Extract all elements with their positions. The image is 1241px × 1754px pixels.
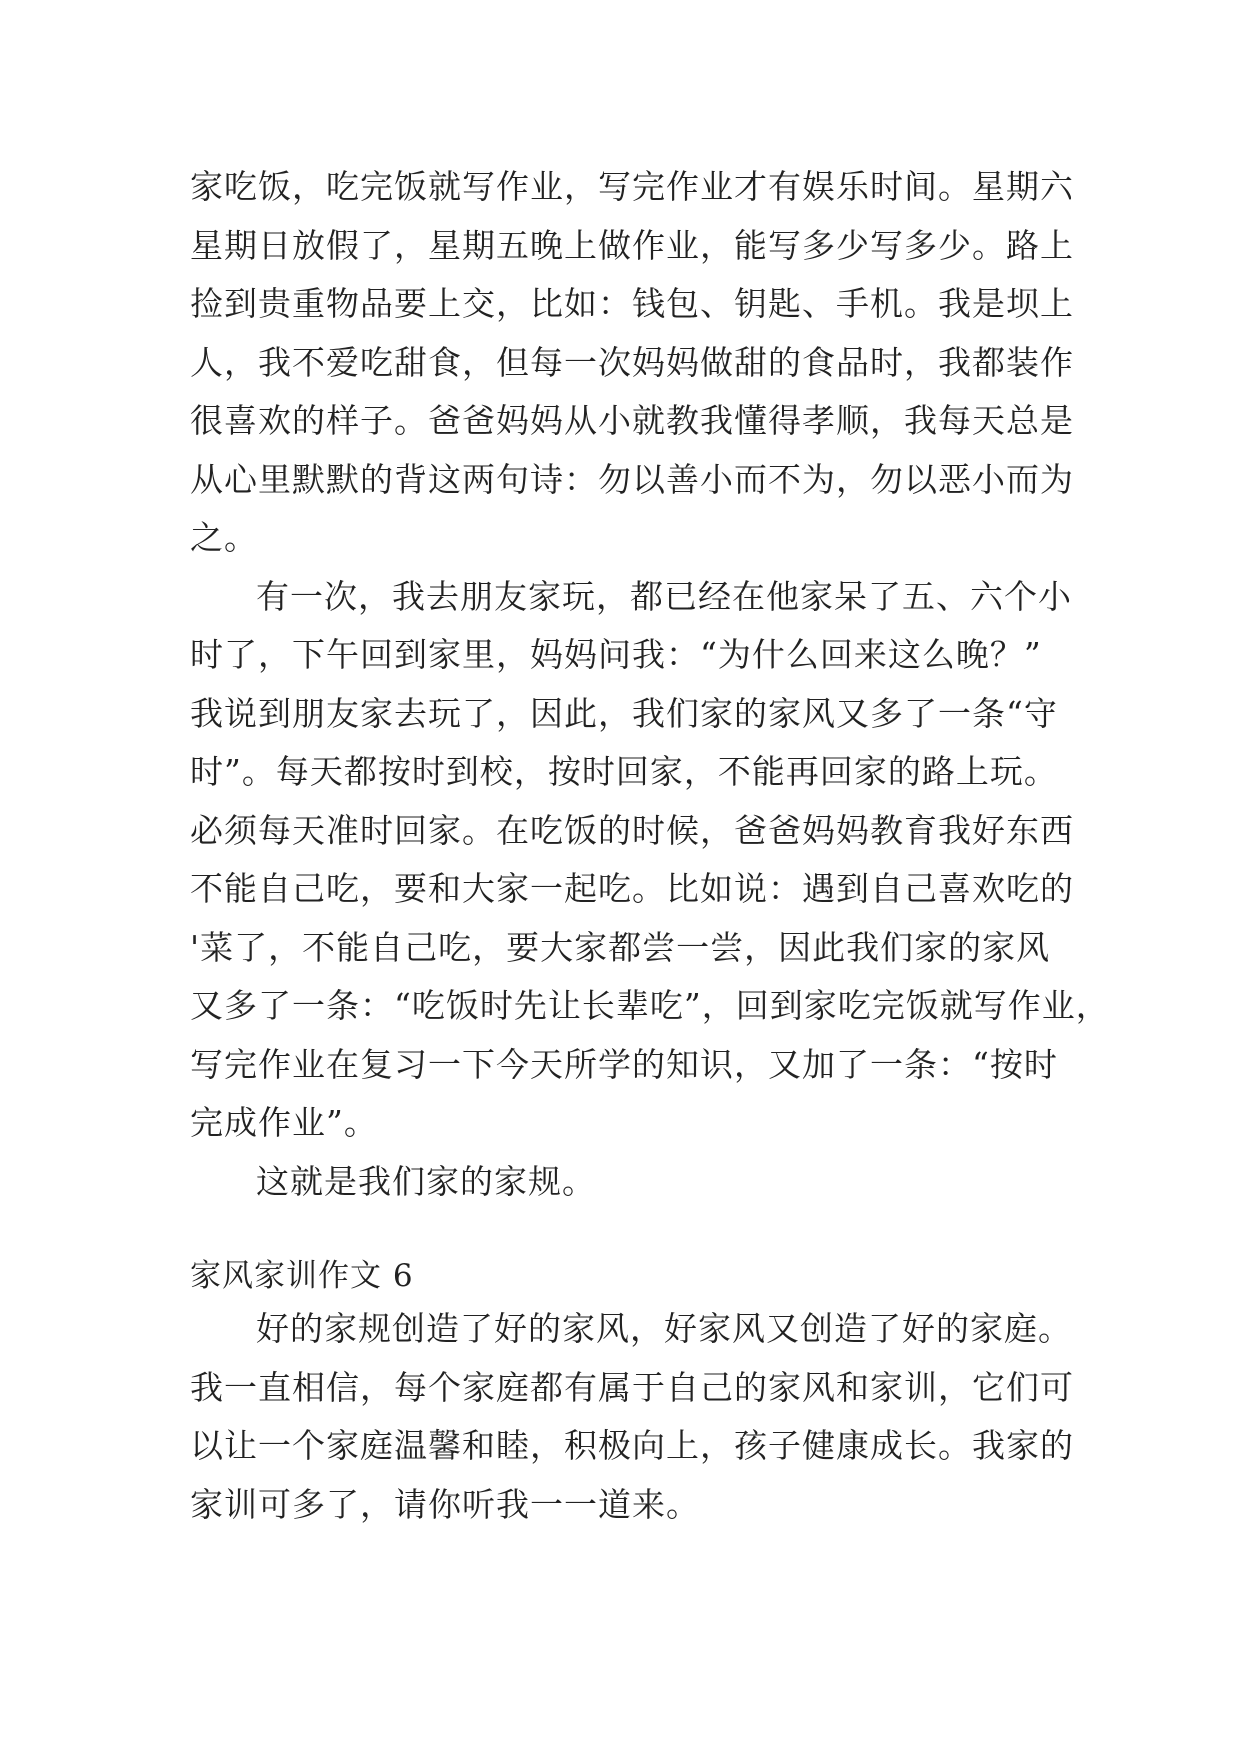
text-line: 之。 bbox=[190, 518, 258, 557]
text-line: 时了，下午回到家里，妈妈问我：“为什么回来这么晚？” bbox=[190, 635, 1042, 674]
text-line: 不能自己吃，要和大家一起吃。比如说：遇到自己喜欢吃的 bbox=[190, 869, 1074, 908]
essay-body-part-2 bbox=[190, 1300, 1074, 1534]
text-line: 从心里默默的背这两句诗：勿以善小而不为，勿以恶小而为 bbox=[190, 459, 1074, 499]
text-line: 星期日放假了，星期五晚上做作业，能写多少写多少。路上 bbox=[190, 225, 1074, 265]
paragraph-start-line: 有一次，我去朋友家玩，都已经在他家呆了五、六个小 bbox=[256, 576, 1072, 616]
text-line: 人，我不爱吃甜食，但每一次妈妈做甜的食品时，我都装作 bbox=[190, 342, 1074, 382]
text-line: 我说到朋友家去玩了，因此，我们家的家风又多了一条“守 bbox=[190, 693, 1058, 733]
text-line: 家吃饭，吃完饭就写作业，写完作业才有娱乐时间。星期六 bbox=[190, 167, 1074, 206]
text-line: 捡到贵重物品要上交，比如：钱包、钥匙、手机。我是坝上 bbox=[190, 284, 1074, 323]
paragraph-start-line: 这就是我们家的家规。 bbox=[256, 1161, 596, 1201]
text-line: 必须每天准时回家。在吃饭的时候，爸爸妈妈教育我好东西 bbox=[190, 810, 1074, 850]
text-line: '菜了，不能自己吃，要大家都尝一尝，因此我们家的家风 bbox=[190, 927, 1051, 967]
text-line: 家训可多了，请你听我一一道来。 bbox=[190, 1484, 700, 1524]
essay-heading: 家风家训作文 6 bbox=[190, 1258, 414, 1294]
text-line: 完成作业”。 bbox=[190, 1103, 378, 1142]
text-line: 以让一个家庭温馨和睦，积极向上，孩子健康成长。我家的 bbox=[190, 1426, 1074, 1465]
essay-body-part-1 bbox=[190, 158, 1110, 1211]
text-line: 写完作业在复习一下今天所学的知识，又加了一条：“按时 bbox=[190, 1044, 1058, 1084]
paragraph-start-line: 好的家规创造了好的家风，好家风又创造了好的家庭。 bbox=[256, 1309, 1072, 1348]
text-line: 又多了一条：“吃饭时先让长辈吃”，回到家吃完饭就写作业， bbox=[190, 986, 1110, 1025]
text-line: 时”。每天都按时到校，按时回家，不能再回家的路上玩。 bbox=[190, 752, 1058, 791]
text-line: 很喜欢的样子。爸爸妈妈从小就教我懂得孝顺，我每天总是 bbox=[190, 401, 1074, 440]
text-line: 我一直相信，每个家庭都有属于自己的家风和家训，它们可 bbox=[190, 1367, 1074, 1407]
